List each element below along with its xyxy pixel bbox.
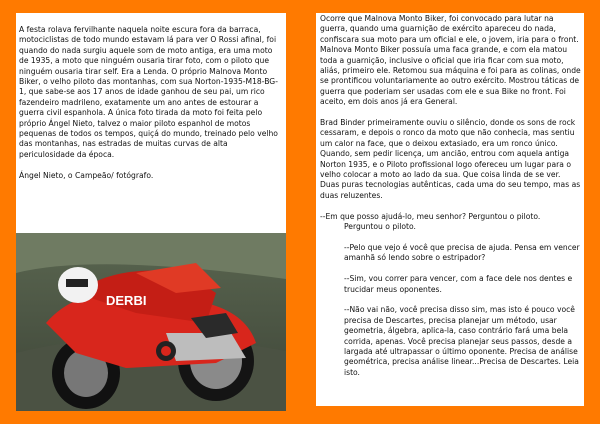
dialogue-1: --Em que posso ajudá-lo, meu senhor? Perguntou o piloto. xyxy=(320,211,541,221)
dialogue-4: --Não vai não, você precisa disso sim, mas isto é pouco você precisa de Descartes, precisa planejar um método, usar geometria, álgebra, aplica-la, caso contrário fará uma bela corrida, apenas. Você precisa planejar seus passos, desde a largada até ultrapassar o último oponente. Precisa de análise geométrica, precisa análise linear...Precisa de Descartes. Leia isto. xyxy=(344,305,579,377)
dialogue-1-repeat: Perguntou o piloto. xyxy=(344,222,416,232)
dialogue-2: --Pelo que vejo é você que precisa de ajuda. Pensa em vencer amanhã só lendo sobre o estripador? xyxy=(344,242,580,263)
photo-caption: Ángel Nieto, o Campeão/ fotógrafo. xyxy=(19,170,154,180)
right-page xyxy=(316,13,584,406)
photo-text: DERBI xyxy=(106,293,147,308)
story-paragraph-left: A festa rolava fervilhante naquela noite escura fora da barraca, motociclistas de todo mundo estavam lá para ver O Rossi afinal, foi quando do nada surgiu aquele som de moto antiga, era uma moto de 1935, a moto que ninguém ousaria tirar foto, com o piloto que ninguém ousaria tirar self. Era a Lenda. O próprio Malnova Monto Biker, o velho piloto das montanhas, com sua Norton-1935-M18-BG-1, que sabe-se aos 17 anos de idade ganhou de seu pai, um rico fazendeiro madrileno, exatamente um ano antes de estourar a guerra civil espanhola. A única foto tirada da moto foi feita pelo próprio Ángel Nieto, talvez o maior piloto espanhol de motos pequenas de todos os tempos, quiçá do mundo, treinado pelo velho das montanhas, nas estradas de muitas curvas de alta periculosidade da época. xyxy=(19,25,278,159)
story-paragraph-1: Ocorre que Malnova Monto Biker, foi convocado para lutar na guerra, quando uma guarnição de exército apareceu do nada, confiscara sua moto para um oficial e ele, o jovem, iria para o front. Malnova Monto Biker possuía uma faca grande, e com ela matou toda a guarnição, inclusive o oficial que iria ficar com sua moto, aliás, primeiro ele. Retomou sua máquina e foi para as colinas, onde se prontificou voluntariamente ao outro exército. Mostrou táticas de guerra que poderiam ser usadas com ele e sua Bike no front. Foi aceito, em dois anos já era General. xyxy=(320,14,581,107)
dialogue-3: --Sim, vou correr para vencer, com a face dele nos dentes e trucidar meus oponentes. xyxy=(344,274,573,294)
left-page xyxy=(16,13,286,411)
story-paragraph-2: Brad Binder primeiramente ouviu o silêncio, donde os sons de rock cessaram, e depois o ronco da moto que não conhecia, mas sentiu um calor na face, que o deixou extasiado, era um ronco único. Quando, sem pedir licença, um ancião, entrou com aquela antiga Norton 1935, e o Piloto profissional logo ofereceu um lugar para o velho colocar a moto ao lado da sua. Que coisa linda de se ver. Duas puras tecnologias autênticas, cada uma do seu tempo, mas as duas reluzentes. xyxy=(320,118,581,200)
motorcycle-racer-photo xyxy=(16,233,286,411)
